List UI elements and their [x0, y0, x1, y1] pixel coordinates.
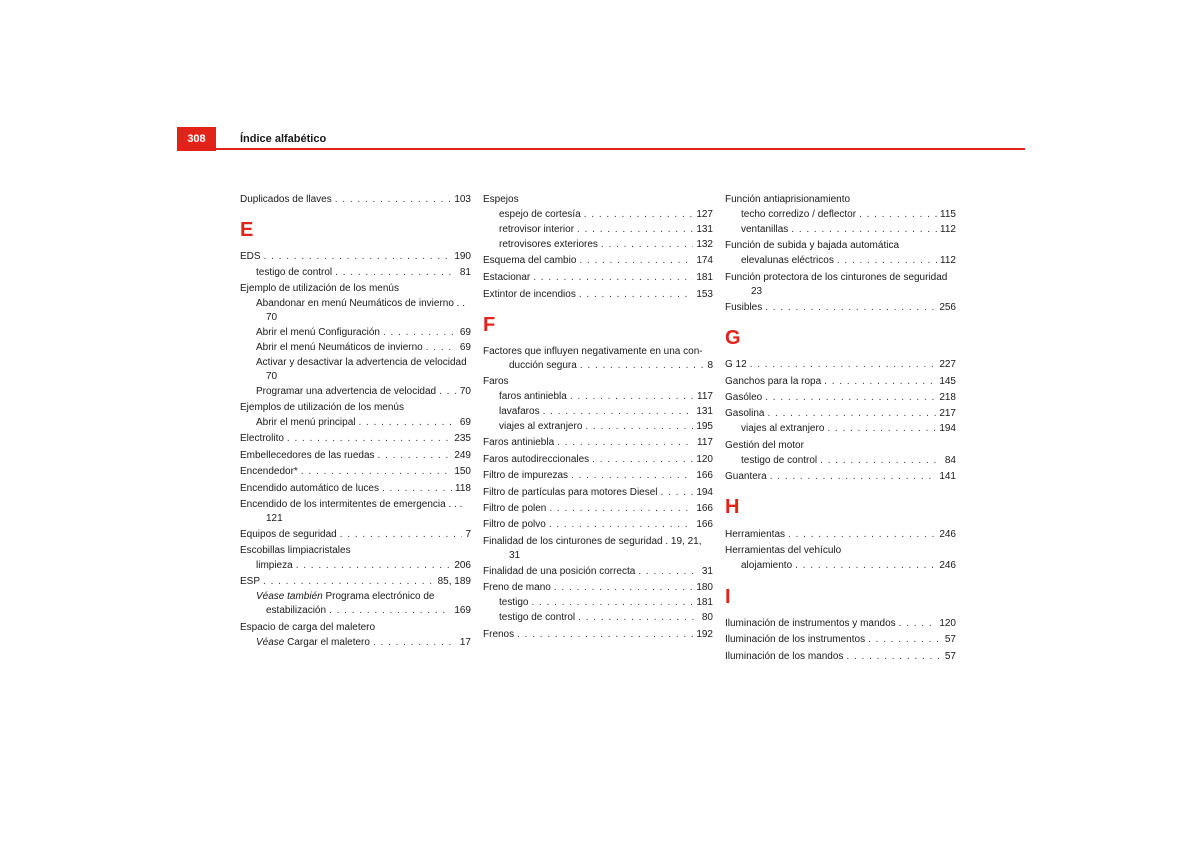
index-subentry: espejo de cortesía . . . 127	[483, 208, 713, 222]
index-entry: Filtro de impurezas . . . 166	[483, 469, 713, 483]
index-subentry: Abrir el menú Configuración . . . 69	[240, 326, 471, 340]
index-entry: Finalidad de los cinturones de seguridad . 19, 21,	[483, 536, 702, 547]
index-entry: Encendido automático de luces . . . 118	[240, 482, 471, 496]
index-entry: Encendido de los intermitentes de emergencia . . .	[240, 499, 463, 510]
index-entry: Embellecedores de las ruedas . . . 249	[240, 449, 471, 463]
index-page-ref: 121	[266, 513, 283, 524]
index-entry: Faros autodireccionales . . . 120	[483, 453, 713, 467]
section-letter-f: F	[483, 314, 496, 336]
index-page-ref: 70	[266, 312, 278, 323]
index-entry: Equipos de seguridad . . . 7	[240, 528, 471, 542]
index-entry: Frenos . . . 192	[483, 628, 713, 642]
index-entry: Faros	[483, 376, 509, 387]
index-entry: Estacionar . . . 181	[483, 271, 713, 285]
index-entry: Filtro de polvo . . . 166	[483, 518, 713, 532]
index-subentry: Abrir el menú principal . . . 69	[240, 416, 471, 430]
index-entry: Función protectora de los cinturones de seguridad	[725, 272, 948, 283]
index-entry: Esquema del cambio . . . 174	[483, 254, 713, 268]
index-entry: Filtro de polen . . . 166	[483, 502, 713, 516]
index-subentry: Abrir el menú Neumáticos de invierno . . . 69	[240, 341, 471, 355]
section-letter-h: H	[725, 496, 740, 518]
index-subentry: testigo de control . . . 81	[240, 266, 471, 280]
index-subentry: ventanillas . . . 112	[725, 223, 956, 237]
index-subentry: viajes al extranjero . . . 195	[483, 420, 713, 434]
index-subentry: testigo . . . 181	[483, 596, 713, 610]
index-entry: Finalidad de una posición correcta . . . 31	[483, 565, 713, 579]
index-subentry: alojamiento . . . 246	[725, 559, 956, 573]
page-title: Índice alfabético	[240, 133, 327, 145]
index-subentry: lavafaros . . . 131	[483, 405, 713, 419]
index-entry: ducción segura . . . 8	[483, 359, 713, 373]
index-entry: Iluminación de los instrumentos . . . 57	[725, 633, 956, 647]
index-entry: Herramientas del vehículo	[725, 545, 842, 556]
index-page-ref: 70	[266, 371, 278, 382]
index-entry: Escobillas limpiacristales	[240, 545, 351, 556]
index-subentry: faros antiniebla . . . 117	[483, 390, 713, 404]
index-page-ref: 23	[751, 286, 763, 297]
index-entry: Herramientas . . . 246	[725, 528, 956, 542]
index-entry: Ganchos para la ropa . . . 145	[725, 375, 956, 389]
index-entry: Gestión del motor	[725, 440, 804, 451]
index-entry: Factores que influyen negativamente en una con-	[483, 346, 703, 357]
index-subentry: Véase Cargar el maletero . . . 17	[240, 636, 471, 650]
index-subentry: viajes al extranjero . . . 194	[725, 422, 956, 436]
index-entry: Espejos	[483, 194, 519, 205]
index-entry: Electrolito . . . 235	[240, 432, 471, 446]
index-subentry: Abandonar en menú Neumáticos de invierno . .	[256, 298, 466, 309]
index-entry: Guantera . . . 141	[725, 470, 956, 484]
index-entry: Gasolina . . . 217	[725, 407, 956, 421]
index-entry: EDS . . . 190	[240, 250, 471, 264]
section-letter-g: G	[725, 327, 741, 349]
index-subentry: retrovisor interior . . . 131	[483, 223, 713, 237]
index-entry: Freno de mano . . . 180	[483, 581, 713, 595]
index-subentry: estabilización . . . 169	[240, 604, 471, 618]
index-entry: Filtro de partículas para motores Diesel . . . 194	[483, 486, 713, 500]
index-entry: Ejemplo de utilización de los menús	[240, 283, 399, 294]
index-entry: Espacio de carga del maletero	[240, 622, 376, 633]
index-entry: Función antiaprisionamiento	[725, 194, 851, 205]
index-entry: Función de subida y bajada automática	[725, 240, 900, 251]
index-subentry: elevalunas eléctricos . . . 112	[725, 254, 956, 268]
index-entry: Faros antiniebla . . . 117	[483, 436, 713, 450]
index-page-ref: 31	[509, 550, 521, 561]
index-entry: Iluminación de instrumentos y mandos . . . 120	[725, 617, 956, 631]
header-rule	[177, 148, 1025, 150]
section-letter-i: I	[725, 586, 731, 608]
index-subentry: techo corredizo / deflector . . . 115	[725, 208, 956, 222]
index-subentry: Programar una advertencia de velocidad . . . 70	[240, 385, 471, 399]
section-letter-e: E	[240, 219, 254, 241]
index-entry: Fusibles . . . 256	[725, 301, 956, 315]
index-entry: Iluminación de los mandos . . . 57	[725, 650, 956, 664]
index-entry: Encendedor* . . . 150	[240, 465, 471, 479]
index-subentry: Activar y desactivar la advertencia de velocidad	[256, 357, 467, 368]
index-entry: Extintor de incendios . . . 153	[483, 288, 713, 302]
page-number: 308	[177, 127, 216, 151]
index-entry: G 12 . . . 227	[725, 358, 956, 372]
index-entry: Duplicados de llaves . . . 103	[240, 193, 471, 207]
index-entry: ESP . . . 85, 189	[240, 575, 471, 589]
index-subentry: Véase también Programa electrónico de	[256, 591, 435, 602]
index-entry: Ejemplos de utilización de los menús	[240, 402, 404, 413]
index-subentry: testigo de control . . . 84	[725, 454, 956, 468]
index-subentry: testigo de control . . . 80	[483, 611, 713, 625]
index-subentry: retrovisores exteriores . . . 132	[483, 238, 713, 252]
index-subentry: limpieza . . . 206	[240, 559, 471, 573]
index-entry: Gasóleo . . . 218	[725, 391, 956, 405]
